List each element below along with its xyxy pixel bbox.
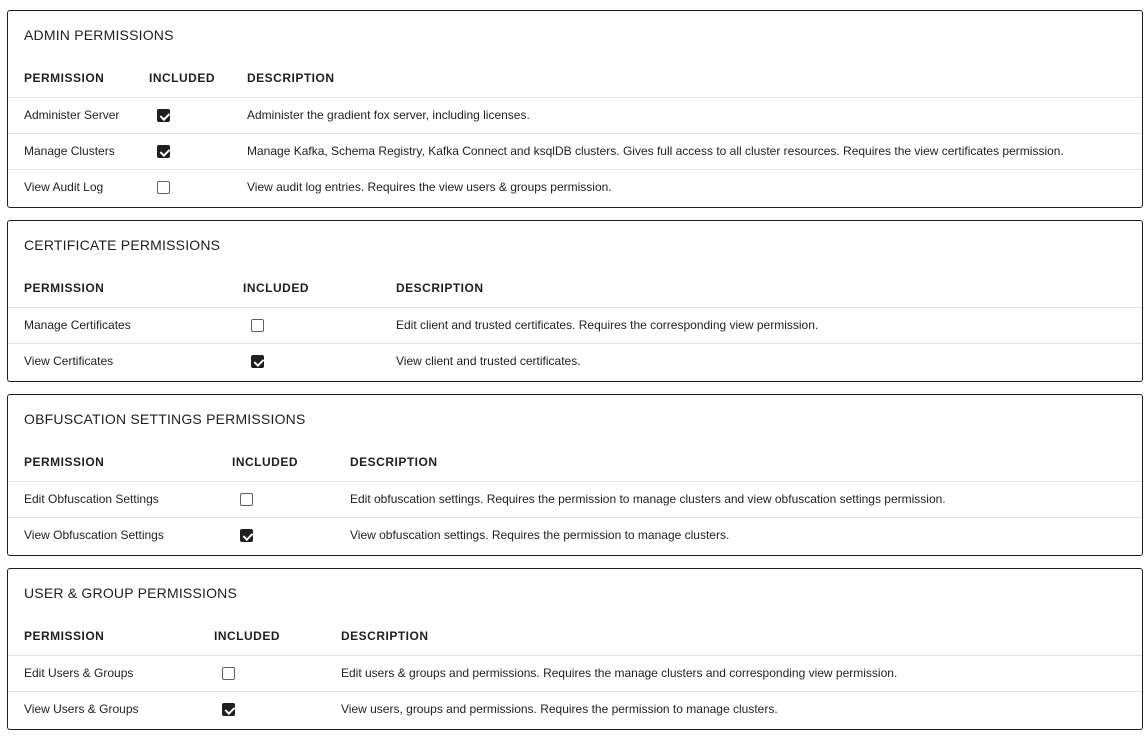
column-header-description: DESCRIPTION	[396, 280, 484, 295]
table-row	[8, 169, 1142, 205]
certificate-permissions-panel	[7, 220, 1143, 382]
permission-name: Edit Obfuscation Settings	[8, 481, 232, 517]
column-header-included: INCLUDED	[149, 70, 215, 85]
permission-name: View Obfuscation Settings	[8, 517, 232, 553]
included-checkbox[interactable]	[240, 493, 253, 506]
permission-description: Edit obfuscation settings. Requires the permission to manage clusters and view obfuscation settings permission.	[350, 481, 1142, 517]
obfuscation-settings-permissions-panel	[7, 394, 1143, 556]
column-header-permission: PERMISSION	[24, 628, 105, 643]
permission-name: View Certificates	[8, 343, 243, 379]
column-header-description: DESCRIPTION	[341, 628, 429, 643]
permissions-table	[8, 443, 1142, 553]
table-row	[8, 481, 1142, 517]
included-checkbox[interactable]	[157, 181, 170, 194]
permission-name: Manage Certificates	[8, 307, 243, 343]
column-header-permission: PERMISSION	[24, 280, 105, 295]
permission-description: Edit users & groups and permissions. Requires the manage clusters and corresponding view permission.	[341, 655, 1142, 691]
permission-description: View client and trusted certificates.	[396, 343, 1142, 379]
permission-name: Administer Server	[8, 97, 149, 133]
permission-name: View Audit Log	[8, 169, 149, 205]
user-group-permissions-panel	[7, 568, 1143, 730]
table-row	[8, 343, 1142, 379]
column-header-included: INCLUDED	[214, 628, 280, 643]
included-checkbox[interactable]	[240, 529, 253, 542]
permission-name: View Users & Groups	[8, 691, 214, 727]
permissions-table	[8, 617, 1142, 727]
permission-name: Edit Users & Groups	[8, 655, 214, 691]
table-row	[8, 655, 1142, 691]
panel-title: USER & GROUP PERMISSIONS	[24, 585, 238, 601]
included-checkbox[interactable]	[157, 109, 170, 122]
column-header-permission: PERMISSION	[24, 454, 105, 469]
included-checkbox[interactable]	[222, 667, 235, 680]
table-row	[8, 133, 1142, 169]
permission-name: Manage Clusters	[8, 133, 149, 169]
admin-permissions-panel	[7, 10, 1143, 208]
permissions-table	[8, 269, 1142, 379]
table-row	[8, 97, 1142, 133]
permission-description: View audit log entries. Requires the view users & groups permission.	[247, 169, 1142, 205]
column-header-permission: PERMISSION	[24, 70, 105, 85]
included-checkbox[interactable]	[251, 355, 264, 368]
table-row	[8, 517, 1142, 553]
permission-description: Manage Kafka, Schema Registry, Kafka Connect and ksqlDB clusters. Gives full access to all cluster resources. Requires the view certificates permission.	[247, 133, 1142, 169]
permission-description: View obfuscation settings. Requires the permission to manage clusters.	[350, 517, 1142, 553]
column-header-included: INCLUDED	[232, 454, 298, 469]
permission-description: View users, groups and permissions. Requires the permission to manage clusters.	[341, 691, 1142, 727]
panel-title: ADMIN PERMISSIONS	[24, 27, 174, 43]
permissions-table	[8, 59, 1142, 205]
column-header-included: INCLUDED	[243, 280, 309, 295]
column-header-description: DESCRIPTION	[247, 70, 335, 85]
included-checkbox[interactable]	[222, 703, 235, 716]
included-checkbox[interactable]	[251, 319, 264, 332]
permission-description: Administer the gradient fox server, including licenses.	[247, 97, 1142, 133]
table-row	[8, 307, 1142, 343]
panel-title: CERTIFICATE PERMISSIONS	[24, 237, 221, 253]
included-checkbox[interactable]	[157, 145, 170, 158]
table-row	[8, 691, 1142, 727]
column-header-description: DESCRIPTION	[350, 454, 438, 469]
panel-title: OBFUSCATION SETTINGS PERMISSIONS	[24, 411, 306, 427]
permission-description: Edit client and trusted certificates. Requires the corresponding view permission.	[396, 307, 1142, 343]
